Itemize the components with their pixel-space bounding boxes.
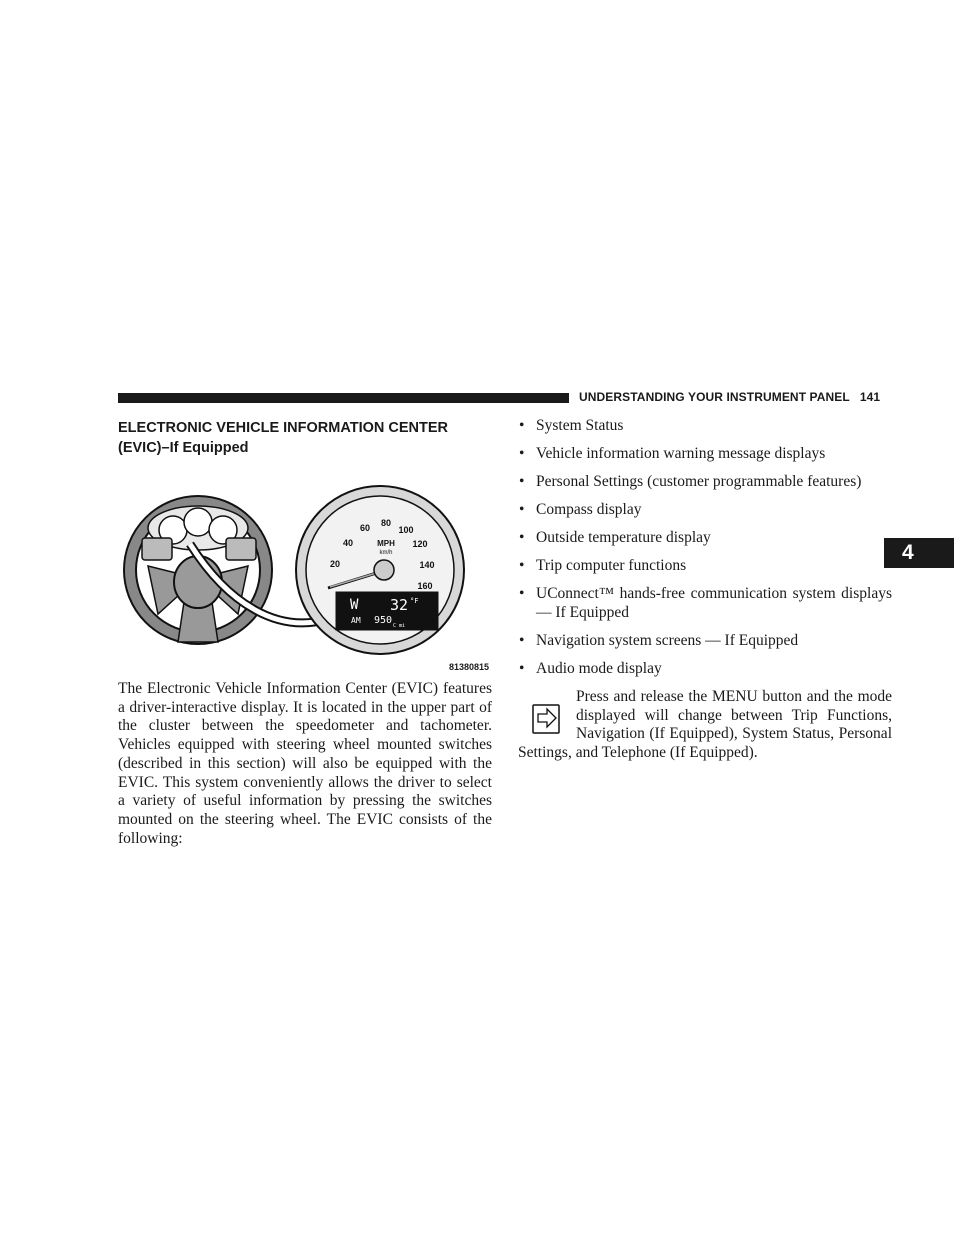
speed-label-140: 140 <box>419 560 435 570</box>
list-item: • Personal Settings (customer programmable features) <box>519 473 862 490</box>
steering-wheel-cluster-illustration <box>118 474 492 678</box>
intro-paragraph: The Electronic Vehicle Information Center (EVIC) features a driver-interactive display. It is located in the upper part of the cluster between the speedometer and tachometer. Vehicles equipped with steering wheel mounted switches (described in this section) will also be equipped with the EVIC. This system conveniently allows the driver to select a variety of useful information by pressing the switches mounted on the steering wheel. The EVIC consists of the following: <box>118 680 492 847</box>
speedometer-gauge <box>296 486 464 654</box>
list-item: • Compass display <box>519 501 642 518</box>
feature-list <box>518 417 892 688</box>
unit-mph: MPH <box>377 539 395 548</box>
list-item: • UConnect™ hands-free communication system displays — If Equipped <box>519 585 892 621</box>
display-range: 950 <box>374 615 393 626</box>
list-item: • Audio mode display <box>519 659 662 677</box>
list-item: • Trip computer functions <box>519 557 687 574</box>
speed-label-80: 80 <box>380 518 392 528</box>
running-title: UNDERSTANDING YOUR INSTRUMENT PANEL <box>579 390 850 404</box>
speed-label-20: 20 <box>329 559 341 569</box>
display-compass-icon: W <box>350 597 359 613</box>
header-rule <box>118 393 569 403</box>
display-temp-unit: °F <box>410 597 419 605</box>
page-number: 141 <box>859 390 881 404</box>
running-head <box>579 390 880 404</box>
speed-label-100: 100 <box>398 525 414 535</box>
section-title-line1: ELECTRONIC VEHICLE INFORMATION CENTER <box>118 420 449 436</box>
speed-label-160: 160 <box>417 581 433 591</box>
steering-wheel-icon <box>124 496 272 644</box>
evic-figure <box>118 474 492 678</box>
list-item: • Outside temperature display <box>519 529 711 546</box>
display-unit: C mi <box>393 623 406 629</box>
list-item: • Vehicle information warning message displays <box>519 445 826 462</box>
speed-label-40: 40 <box>342 538 354 548</box>
speed-label-60: 60 <box>359 523 371 533</box>
section-title <box>118 418 498 458</box>
list-item: • System Status <box>519 417 624 434</box>
menu-paragraph: Press and release the MENU button and the mode displayed will change between Trip Functions, Navigation (If Equipped), System Status, Personal Settings, and Telephone (If Equipped). <box>518 688 892 762</box>
menu-instruction <box>518 688 892 763</box>
list-item: • Navigation system screens — If Equipped <box>519 631 799 649</box>
figure-id: 81380815 <box>449 662 490 672</box>
menu-button-icon <box>518 688 576 744</box>
chapter-tab[interactable]: 4 <box>884 538 954 568</box>
section-title-line2: (EVIC)–If Equipped <box>118 440 249 456</box>
unit-kmh: km/h <box>379 550 393 556</box>
display-am: AM <box>351 616 361 625</box>
display-temp: 32 <box>390 596 409 614</box>
speed-label-120: 120 <box>412 539 428 549</box>
